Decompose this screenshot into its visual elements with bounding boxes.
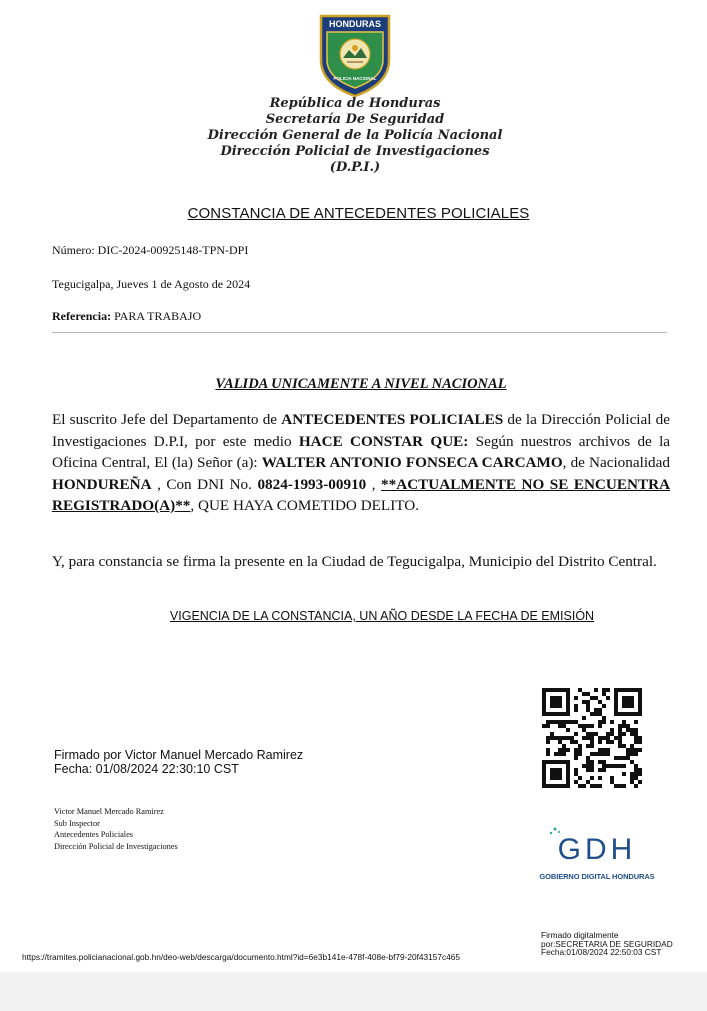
body-text: , QUE HAYA COMETIDO DELITO. bbox=[190, 497, 420, 514]
digital-sign-line3: Fecha:01/08/2024 22:50:03 CST bbox=[541, 947, 662, 957]
digital-sign-line1: Firmado digitalmente bbox=[541, 930, 619, 940]
signature-statement: Y, para constancia se firma la presente en la Ciudad de Tegucigalpa, Municipio del Distrito Central. bbox=[52, 553, 657, 570]
gdh-logo-icon bbox=[537, 823, 657, 865]
document-title: CONSTANCIA DE ANTECEDENTES POLICIALES bbox=[187, 205, 530, 222]
digital-signature-stamp bbox=[541, 931, 673, 957]
header-line-secretaria: Secretaría De Seguridad bbox=[265, 112, 445, 127]
body-text: , Con DNI No. bbox=[157, 475, 252, 493]
header-line-direccion-general: Dirección General de la Policía Nacional bbox=[207, 128, 503, 143]
signed-by: Firmado por Victor Manuel Mercado Ramirez bbox=[54, 748, 304, 762]
body-text: de la Dirección Policial de Investigaciones D.P.I, por este medio bbox=[52, 411, 671, 450]
signatory-rank: Sub Inspector bbox=[54, 818, 100, 828]
dni-number: 0824-1993-00910 bbox=[257, 475, 367, 493]
signatory-division: Dirección Policial de Investigaciones bbox=[54, 841, 178, 851]
record-status: **ACTUALMENTE NO SE ENCUENTRA REGISTRADO(A)** bbox=[52, 475, 671, 514]
divider bbox=[52, 332, 667, 333]
body-text: El suscrito Jefe del Departamento de bbox=[52, 411, 278, 428]
verification-url[interactable]: https://tramites.policianacional.gob.hn/deo-web/descarga/documento.html?id=6e3b141e-478f-408e-bf79-20f43157c465 bbox=[22, 952, 460, 962]
header-line-dpi-abbr: (D.P.I.) bbox=[329, 160, 381, 175]
body-text: , de Nacionalidad bbox=[562, 454, 670, 471]
digital-sign-line2: por:SECRETARIA DE SEGURIDAD bbox=[541, 938, 673, 949]
gdh-logo bbox=[537, 823, 657, 881]
badge-bottom-text: POLICIA NACIONAL bbox=[333, 76, 377, 81]
certifies-phrase: HACE CONSTAR QUE: bbox=[298, 432, 469, 450]
signed-date: Fecha: 01/08/2024 22:30:10 CST bbox=[54, 762, 239, 776]
document-number-value: DIC-2024-00925148-TPN-DPI bbox=[97, 243, 249, 257]
document-number bbox=[52, 243, 248, 258]
validity-scope-heading: VALIDA UNICAMENTE A NIVEL NACIONAL bbox=[215, 376, 507, 392]
badge-top-text: HONDURAS bbox=[328, 19, 382, 29]
document-number-label: Número: bbox=[52, 243, 95, 257]
reference bbox=[52, 309, 201, 324]
gdh-caption: GOBIERNO DIGITAL HONDURAS bbox=[539, 872, 655, 881]
reference-label: Referencia: bbox=[52, 309, 112, 323]
reference-value: PARA TRABAJO bbox=[114, 309, 202, 323]
svg-text:GDH: GDH bbox=[557, 833, 637, 865]
body-text: , bbox=[371, 475, 376, 493]
person-name: WALTER ANTONIO FONSECA CARCAMO bbox=[261, 454, 563, 471]
nationality: HONDUREÑA bbox=[52, 475, 152, 493]
signatory-block bbox=[54, 806, 178, 852]
department-name: ANTECEDENTES POLICIALES bbox=[281, 411, 504, 428]
signatory-name: Victor Manuel Mercado Ramirez bbox=[54, 807, 164, 816]
police-badge-icon bbox=[315, 8, 395, 98]
validity-period-note: VIGENCIA DE LA CONSTANCIA, UN AÑO DESDE LA FECHA DE EMISIÓN bbox=[169, 609, 595, 623]
certification-paragraph bbox=[52, 409, 670, 517]
body-text: Según nuestros archivos de la Oficina Central, El (la) Señor (a): bbox=[52, 432, 671, 471]
header-line-republica: República de Honduras bbox=[269, 96, 441, 111]
signatory-department: Antecedentes Policiales bbox=[54, 830, 134, 839]
electronic-signature bbox=[54, 748, 303, 776]
place-date: Tegucigalpa, Jueves 1 de Agosto de 2024 bbox=[52, 277, 251, 291]
qr-code-icon bbox=[542, 688, 642, 788]
header-line-dpi: Dirección Policial de Investigaciones bbox=[220, 144, 490, 159]
institution-header bbox=[180, 96, 530, 176]
